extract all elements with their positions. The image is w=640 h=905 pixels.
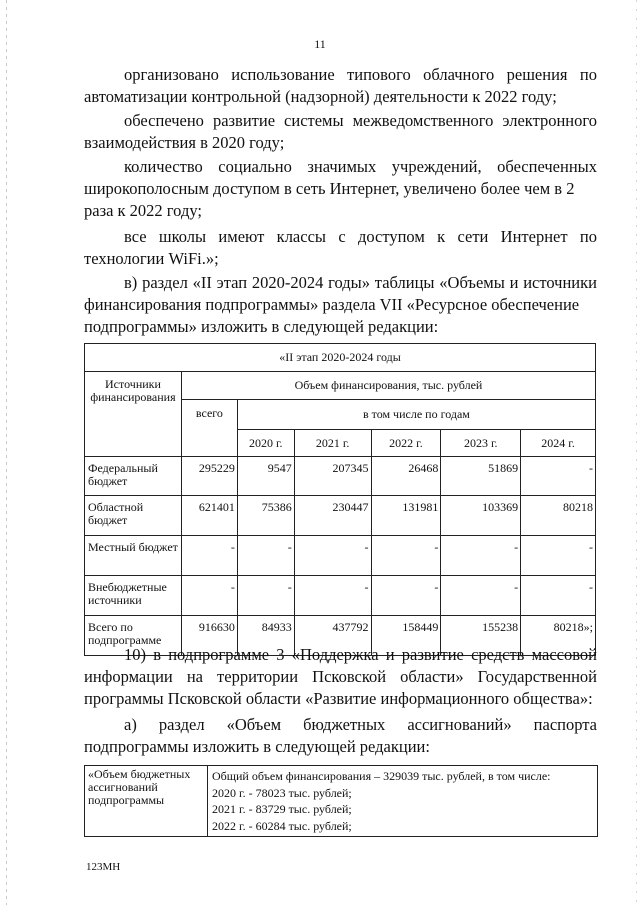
cell-2020: - [237, 536, 294, 576]
cell-total: - [181, 576, 237, 616]
table-row [85, 457, 596, 496]
cell-2023: 51869 [441, 457, 521, 496]
paragraph-line: организовано использование типового облачного решения по [124, 65, 597, 84]
cell-total: 916630 [181, 616, 237, 656]
paragraph-line: широкополосным доступом в сеть Интернет, увеличено более чем в 2 [84, 179, 575, 199]
year-header: 2021 г. [294, 430, 371, 457]
paragraph-line: технологии WiFi.»; [84, 249, 219, 269]
paragraph-line: финансирования подпрограммы» раздела VII «Ресурсное обеспечение [84, 295, 580, 315]
budget-volume-line: 2021 г. - 83729 тыс. рублей; [212, 802, 352, 816]
paragraph-line: 10) в подпрограмме 3 «Поддержка и развитие средств массовой [124, 645, 597, 664]
cell-2021: 437792 [294, 616, 371, 656]
cell-total: - [181, 536, 237, 576]
cell-2023: - [441, 536, 521, 576]
cell-2023: 103369 [441, 496, 521, 536]
year-header: 2022 г. [371, 430, 441, 457]
cell-total: 295229 [181, 457, 237, 496]
scan-edge-left [6, 0, 7, 905]
cell-2024: - [521, 457, 596, 496]
budget-volume-label: «Объем бюджетных ассигнований подпрограммы [85, 766, 208, 837]
cell-2022: 26468 [371, 457, 441, 496]
cell-2023: 155238 [441, 616, 521, 656]
budget-volume-line: 2022 г. - 60284 тыс. рублей; [212, 818, 352, 833]
paragraph-line: взаимодействия в 2020 году; [84, 133, 285, 153]
cell-2020: 84933 [237, 616, 294, 656]
cell-2021: 230447 [294, 496, 371, 536]
row-label: Областной бюджет [85, 496, 182, 536]
cell-2022: - [371, 536, 441, 576]
paragraph-line: программы Псковской области «Развитие информационного общества»: [84, 689, 593, 709]
volume-header: Объем финансирования, тыс. рублей [181, 372, 595, 400]
cell-2022: 131981 [371, 496, 441, 536]
cell-2021: - [294, 536, 371, 576]
year-header: 2024 г. [521, 430, 596, 457]
paragraph-line: подпрограммы изложить в следующей редакции: [84, 737, 430, 757]
table-title: «II этап 2020-2024 годы [85, 344, 596, 372]
budget-volume-content [208, 766, 598, 837]
cell-2023: - [441, 576, 521, 616]
paragraph-cloud-solution [84, 64, 597, 108]
paragraph-line: в) раздел «II этап 2020-2024 годы» таблицы «Объемы и источники [124, 273, 597, 292]
cell-2021: - [294, 576, 371, 616]
year-header: 2023 г. [441, 430, 521, 457]
total-header: всего [181, 400, 237, 457]
paragraph-line: все школы имеют классы с доступом к сети Интернет по [124, 227, 597, 246]
cell-2020: 9547 [237, 457, 294, 496]
cell-2020: - [237, 576, 294, 616]
cell-2024: 80218»; [521, 616, 596, 656]
table-row [85, 496, 596, 536]
page-number: 11 [314, 37, 326, 51]
paragraph-line: обеспечено развитие системы межведомственного электронного [124, 111, 597, 130]
paragraph-subprogram-3 [84, 644, 597, 711]
paragraph-broadband [84, 156, 597, 223]
paragraph-line: количество социально значимых учреждений, обеспеченных [124, 157, 597, 176]
year-header: 2020 г. [237, 430, 294, 457]
row-label: Внебюджетные источники [85, 576, 182, 616]
paragraph-section-a [84, 714, 597, 758]
row-label: Всего по подпрограмме [85, 616, 182, 656]
paragraph-line: автоматизации контрольной (надзорной) деятельности к 2022 году; [84, 87, 557, 107]
cell-2024: 80218 [521, 496, 596, 536]
footer-code: 123МН [86, 861, 121, 873]
cell-2022: - [371, 576, 441, 616]
budget-volume-line: 2020 г. - 78023 тыс. рублей; [212, 785, 352, 800]
financing-table [84, 343, 596, 656]
cell-total: 621401 [181, 496, 237, 536]
paragraph-line: а) раздел «Объем бюджетных ассигнований» паспорта [124, 715, 597, 734]
paragraph-interagency [84, 110, 597, 154]
cell-2024: - [521, 576, 596, 616]
cell-2024: - [521, 536, 596, 576]
paragraph-line: раза к 2022 году; [84, 201, 202, 221]
scan-edge-right [636, 0, 637, 905]
budget-volume-line: Общий объем финансирования – 329039 тыс. рублей, в том числе: [212, 769, 551, 783]
paragraph-section-v [84, 272, 597, 339]
by-year-header: в том числе по годам [237, 400, 595, 430]
paragraph-schools [84, 226, 597, 270]
budget-volume-table [84, 765, 598, 837]
table-row [85, 576, 596, 616]
cell-2022: 158449 [371, 616, 441, 656]
cell-2021: 207345 [294, 457, 371, 496]
cell-2020: 75386 [237, 496, 294, 536]
row-label: Федеральный бюджет [85, 457, 182, 496]
source-header: Источники финансирования [85, 372, 182, 457]
paragraph-line: подпрограммы» изложить в следующей редакции: [84, 317, 439, 337]
table-row [85, 536, 596, 576]
row-label: Местный бюджет [85, 536, 182, 576]
paragraph-line: информации на территории Псковской области» Государственной [84, 667, 597, 687]
